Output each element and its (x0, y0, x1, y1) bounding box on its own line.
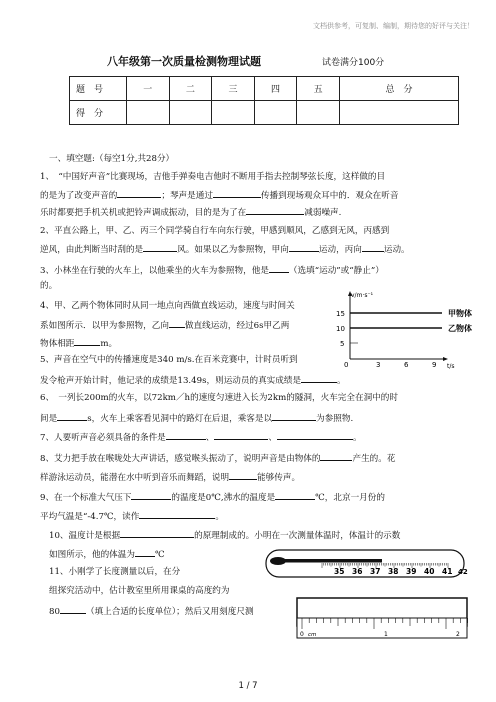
answer-blank[interactable] (117, 188, 161, 198)
q10-text: 10、温度计是根据 (49, 531, 121, 541)
q11-line-1 (49, 566, 180, 578)
score-cell[interactable] (254, 101, 297, 125)
x-axis-arrow (443, 357, 448, 361)
q2-line-2 (40, 242, 410, 256)
score-table-score-row (70, 101, 459, 125)
q10-text: ℃ (154, 550, 165, 560)
q3-text: 3、小林坐在行驶的火车上，以他乘坐的火车为参照物，他是 (40, 266, 269, 276)
page-subtitle: 试卷满分100分 (322, 58, 385, 68)
ruler-tick-label: 2 (456, 631, 460, 638)
q6-line-2 (40, 411, 353, 425)
q5-text: 5、声音在空气中的传播速度是340 m/s.在百米竞赛中，计时员听到 (40, 355, 298, 365)
score-header-cell: 三 (212, 77, 255, 101)
q9-text: 9、在一个标准大气压下 (40, 493, 132, 503)
q4-text: 做直线运动，经过6s甲乙两 (184, 321, 290, 331)
q1-line-1 (40, 171, 385, 183)
score-cell[interactable] (339, 101, 458, 125)
thermometer-tick-label: 38 (388, 567, 399, 576)
q4-text: 系如图所示．以甲为参照物，乙向 (40, 321, 169, 331)
score-cell[interactable] (169, 101, 212, 125)
score-row-label: 得 分 (70, 101, 127, 125)
q10-line-1 (49, 528, 400, 542)
q4-line-1 (40, 300, 295, 312)
q1-text: 乐时都要把手机关机或把铃声调成振动，目的是为了在 (40, 208, 247, 218)
q1-text: 减弱噪声. (304, 208, 342, 218)
q8-text: 样游泳运动员，能潜在水中听到音乐而舞蹈，说明 (40, 473, 230, 483)
q7-text: 、 (205, 433, 215, 443)
q3-text: （选填“运动”或“静止”） (288, 266, 384, 276)
ruler-unit-label: cm (308, 632, 317, 638)
watermark-text: 文档供参考，可复制、编制，期待您的好评与关注！ (313, 22, 474, 30)
thermometer-tick-label: 35 (334, 567, 345, 576)
q8-line-2 (40, 470, 300, 484)
score-header-cell: 五 (297, 77, 340, 101)
page-title: 八年级第一次质量检测物理试题 (107, 55, 261, 68)
page-number: 1 / 7 (238, 681, 258, 691)
answer-blank[interactable] (60, 604, 86, 614)
x-tick-label: 0 (344, 361, 349, 369)
q6-text: s，火车上乘客看见洞中的路灯在后退，乘客是以 (87, 414, 273, 424)
q2-text: 2、平直公路上，甲、乙、丙三个同学骑自行车向东行驶，甲感到顺风，乙感到无风，丙感到 (40, 226, 390, 236)
q9-text: 。 (215, 512, 224, 522)
q10-line-2 (49, 547, 165, 561)
x-tick-label: 6 (404, 361, 409, 369)
answer-blank[interactable] (74, 336, 100, 346)
q3-text: 的。 (40, 281, 58, 291)
q11-line-3 (49, 604, 254, 618)
thermometer-bulb (270, 557, 286, 565)
q6-text: 间是 (40, 414, 58, 424)
y-tick-label: 5 (340, 340, 345, 348)
thermometer-figure (262, 549, 468, 579)
score-cell[interactable] (212, 101, 255, 125)
q6-text: 6、 一列长200m的火车，以72km／h的速度匀速进入长为2km的隧洞，火车完全在洞中的时 (40, 393, 398, 403)
q1-text: 1、 “中国好声音”比赛现场，吉他手弹奏电吉他时不断用手指去控制琴弦长度，这样做的目 (40, 172, 386, 182)
q8-line-1 (40, 451, 395, 465)
velocity-time-graph (334, 289, 496, 369)
q2-text: 逆风，由此判断当时刮的是 (40, 245, 144, 255)
answer-blank[interactable] (269, 263, 289, 273)
q7-text: 。 (353, 433, 362, 443)
answer-blank[interactable] (139, 509, 215, 519)
answer-blank[interactable] (275, 490, 315, 500)
q9-text: ℃，北京一月份的 (315, 493, 385, 503)
section-title: 一、填空题:（每空1分,共28分） (49, 154, 175, 164)
answer-blank[interactable] (301, 373, 337, 383)
ruler-tick-label: 1 (384, 631, 388, 638)
q9-line-2 (40, 509, 224, 523)
q8-text: 产生的。花 (352, 454, 396, 464)
q4-text: m。 (100, 339, 118, 349)
q9-line-1 (40, 490, 385, 504)
q2-text: 运动。 (383, 245, 410, 255)
q1-line-2 (40, 188, 398, 202)
answer-blank[interactable] (135, 547, 155, 557)
answer-blank[interactable] (169, 318, 185, 328)
mercury-column (284, 559, 382, 563)
q11-line-2 (49, 585, 229, 597)
ruler-figure (296, 597, 470, 641)
q11-text: 80 (49, 607, 60, 617)
answer-blank[interactable] (57, 411, 87, 421)
answer-blank[interactable] (277, 430, 353, 440)
answer-blank[interactable] (213, 188, 261, 198)
q11-text: 11、小刚学了长度测量以后，在分 (49, 567, 181, 577)
x-axis-label: t/s (447, 363, 455, 369)
legend-yi: 乙物体 (448, 324, 472, 333)
q1-text: 的是为了改变声音的 (40, 191, 118, 201)
q11-text: 组探究活动中，估计教室里所用课桌的高度约为 (49, 586, 230, 596)
thermometer-tick-label: 42 (458, 568, 468, 576)
q2-text: 运动，丙向 (318, 245, 362, 255)
answer-blank[interactable] (289, 242, 319, 252)
q6-text: 为参照物. (316, 414, 354, 424)
q9-text: 平均气温是“-4.7℃，读作 (40, 512, 140, 522)
q5-line-1 (40, 354, 298, 366)
score-header-cell: 总 分 (339, 77, 458, 101)
q11-text: （填上合适的长度单位）；然后又用刻度尺测 (85, 607, 254, 617)
answer-blank[interactable] (272, 411, 316, 421)
thermometer-tick-label: 39 (406, 567, 417, 576)
score-table-header-row (70, 77, 459, 101)
answer-blank[interactable] (320, 451, 352, 461)
q2-line-1 (40, 225, 389, 237)
answer-blank[interactable] (166, 430, 206, 440)
ruler-zero-label: 0 (300, 631, 304, 638)
answer-blank[interactable] (362, 242, 384, 252)
thermometer-tick-label: 40 (424, 567, 435, 576)
q8-text: 8、艾力把手放在喉咙处大声讲话，感觉喉头振动了，说明声音是由物体的 (40, 454, 321, 464)
y-axis-label: v/m·s⁻¹ (351, 292, 374, 299)
ruler-body (297, 618, 467, 638)
answer-blank[interactable] (229, 470, 257, 480)
q6-line-1 (40, 392, 398, 404)
answer-blank[interactable] (214, 430, 268, 440)
q1-text: ；琴声是通过 (161, 191, 213, 201)
q5-text: 发令枪声开始计时，他记录的成绩是13.49s，则运动员的真实成绩是 (40, 376, 302, 386)
q8-text: 能够传声。 (257, 473, 301, 483)
q1-line-3 (40, 205, 341, 219)
q3-line-2 (40, 280, 57, 292)
thermometer-tick-label: 37 (370, 567, 381, 576)
x-tick-label: 3 (376, 361, 381, 369)
score-header-cell: 一 (127, 77, 170, 101)
score-cell[interactable] (297, 101, 340, 125)
q10-text: 如图所示，他的体温为 (49, 550, 135, 560)
q5-text: 。 (337, 376, 346, 386)
thermometer-tick-label: 41 (442, 567, 453, 576)
answer-blank[interactable] (131, 490, 171, 500)
score-table (69, 76, 459, 125)
y-tick-label: 15 (336, 310, 345, 318)
answer-blank[interactable] (143, 242, 177, 252)
q9-text: 的温度是0℃,沸水的温度是 (171, 493, 276, 503)
q7-text: 7、人要听声音必须具备的条件是 (40, 433, 166, 443)
score-header-cell: 二 (169, 77, 212, 101)
q5-line-2 (40, 373, 346, 387)
q7-line-1 (40, 430, 362, 444)
answer-blank[interactable] (120, 528, 194, 538)
q4-text: 物体相距 (40, 339, 75, 349)
q3-line-1 (40, 263, 384, 277)
q1-text: 传播到现场观众耳中的．观众在听音 (260, 191, 399, 201)
q4-line-3 (40, 336, 117, 350)
q4-line-2 (40, 318, 289, 332)
q4-text: 4、甲、乙两个物体同时从同一地点向西做直线运动，速度与时间关 (40, 301, 295, 311)
q10-text: 的原理制成的。小明在一次测量体温时，体温计的示数 (194, 531, 401, 541)
score-header-cell: 四 (254, 77, 297, 101)
score-cell[interactable] (127, 101, 170, 125)
y-tick-label: 10 (336, 325, 345, 333)
q2-text: 风。如果以乙为参照物，甲向 (177, 245, 289, 255)
score-header-cell: 题 号 (70, 77, 127, 101)
x-tick-label: 9 (432, 361, 437, 369)
thermometer-tick-label: 36 (352, 567, 363, 576)
q7-text: 、 (268, 433, 277, 443)
answer-blank[interactable] (246, 205, 304, 215)
legend-jia: 甲物体 (448, 309, 472, 318)
